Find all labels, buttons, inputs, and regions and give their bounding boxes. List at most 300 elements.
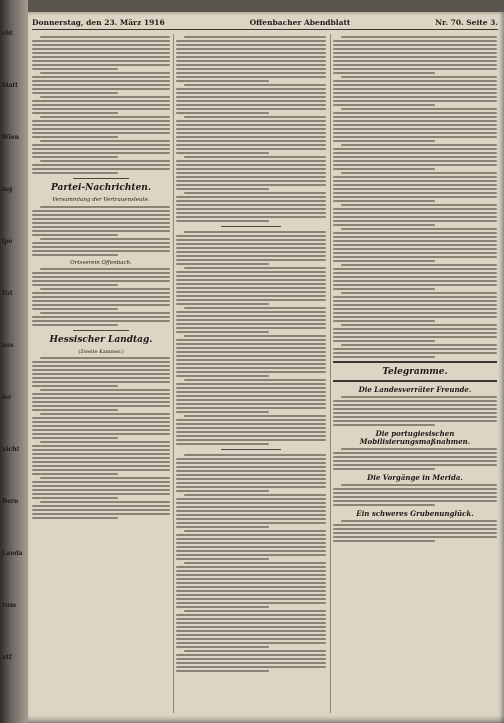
text-line <box>176 275 326 277</box>
text-line <box>333 352 497 354</box>
text-line <box>176 40 326 42</box>
text-line <box>176 383 326 385</box>
text-line <box>176 526 269 528</box>
text-line <box>32 409 118 411</box>
text-line <box>333 96 497 98</box>
text-line <box>176 164 326 166</box>
text-line <box>333 308 497 310</box>
text-line <box>333 132 497 134</box>
text-line <box>333 176 497 178</box>
text-line <box>176 395 326 397</box>
text-line <box>333 88 497 90</box>
text-line <box>176 299 326 301</box>
text-line <box>176 212 326 214</box>
text-line <box>333 356 435 358</box>
text-line <box>176 331 269 333</box>
text-line <box>333 216 497 218</box>
text-line <box>32 80 170 82</box>
text-line <box>333 72 435 74</box>
text-line <box>333 124 497 126</box>
text-line <box>333 276 497 278</box>
text-line <box>40 206 170 208</box>
text-line <box>184 307 326 309</box>
text-line <box>341 448 497 450</box>
text-line <box>333 400 497 402</box>
text-line <box>176 168 326 170</box>
text-line <box>32 234 118 236</box>
text-line <box>176 140 326 142</box>
text-line <box>333 340 435 342</box>
text-line <box>32 280 170 282</box>
text-line <box>333 80 497 82</box>
text-line <box>176 144 326 146</box>
text-line <box>176 666 326 668</box>
text-line <box>176 80 269 82</box>
text-line <box>341 228 497 230</box>
text-line <box>32 210 170 212</box>
text-line <box>176 658 326 660</box>
text-line <box>32 308 118 310</box>
text-line <box>176 606 269 608</box>
text-line <box>176 323 326 325</box>
text-line <box>176 498 326 500</box>
article-heading: Die Landesverräter Freunde. <box>358 385 472 394</box>
text-line <box>32 88 170 90</box>
prev-page-fragment: lpe <box>2 238 13 245</box>
text-line <box>32 44 170 46</box>
column-3 <box>333 34 497 713</box>
text-line <box>32 509 170 511</box>
text-line <box>333 320 435 322</box>
text-line <box>333 220 497 222</box>
text-line <box>333 460 497 462</box>
text-line <box>341 36 497 38</box>
text-line <box>32 108 170 110</box>
text-line <box>32 469 170 471</box>
text-line <box>176 48 326 50</box>
article-subheading: (Zweite Kammer.) <box>78 349 124 355</box>
text-line <box>333 128 497 130</box>
text-line <box>341 484 497 486</box>
text-line <box>333 212 497 214</box>
text-line <box>333 256 497 258</box>
text-line <box>32 320 170 322</box>
text-line <box>32 284 118 286</box>
text-line <box>333 44 497 46</box>
text-line <box>176 578 326 580</box>
text-line <box>32 485 170 487</box>
text-line <box>32 64 170 66</box>
text-line <box>32 433 170 435</box>
text-line <box>176 271 326 273</box>
text-line <box>176 510 326 512</box>
text-line <box>333 184 497 186</box>
text-line <box>176 351 326 353</box>
text-line <box>176 303 269 305</box>
text-line <box>333 92 497 94</box>
text-line <box>333 420 497 422</box>
text-line <box>333 316 497 318</box>
text-line <box>32 324 118 326</box>
text-line <box>176 208 326 210</box>
text-line <box>176 60 326 62</box>
text-line <box>32 164 170 166</box>
text-line <box>40 36 170 38</box>
text-line <box>333 56 497 58</box>
text-line <box>176 387 326 389</box>
text-line <box>32 52 170 54</box>
text-line <box>32 381 170 383</box>
text-line <box>176 152 269 154</box>
text-line <box>176 367 326 369</box>
text-line <box>40 389 170 391</box>
article-divider <box>221 449 281 450</box>
text-line <box>40 288 170 290</box>
text-line <box>184 415 326 417</box>
text-line <box>32 425 170 427</box>
text-line <box>176 490 269 492</box>
text-line <box>333 188 497 190</box>
text-line <box>176 52 326 54</box>
text-line <box>32 218 170 220</box>
text-line <box>333 180 497 182</box>
column-1 <box>32 34 170 713</box>
text-line <box>176 136 326 138</box>
text-line <box>176 614 326 616</box>
text-line <box>32 465 170 467</box>
section-rule <box>333 380 497 382</box>
prev-page-fragment: Fat <box>2 290 13 297</box>
text-line <box>32 132 170 134</box>
text-line <box>176 124 326 126</box>
text-line <box>32 385 118 387</box>
text-line <box>40 140 170 142</box>
text-line <box>176 339 326 341</box>
article-divider <box>221 226 281 227</box>
text-line <box>184 650 326 652</box>
text-line <box>32 100 170 102</box>
article-subheading: Versammlung der Vertrauensleute. <box>52 197 150 203</box>
text-line <box>176 514 326 516</box>
text-line <box>176 466 326 468</box>
text-line <box>40 268 170 270</box>
text-line <box>176 670 269 672</box>
text-line <box>32 481 170 483</box>
text-line <box>184 116 326 118</box>
text-line <box>184 610 326 612</box>
prev-page-fragment: ler <box>2 394 12 401</box>
article-heading: Die portugiesischen Mobilisierungsmaßnahmen. <box>359 429 471 446</box>
text-line <box>184 562 326 564</box>
text-line <box>333 336 497 338</box>
text-line <box>32 76 170 78</box>
text-line <box>176 654 326 656</box>
text-line <box>32 373 170 375</box>
text-line <box>32 513 170 515</box>
text-line <box>184 156 326 158</box>
text-line <box>32 377 170 379</box>
prev-page-fragment: nicht <box>2 446 20 453</box>
text-line <box>32 401 170 403</box>
text-line <box>333 532 497 534</box>
text-line <box>333 148 497 150</box>
text-line <box>176 554 326 556</box>
text-line <box>32 405 170 407</box>
text-line <box>40 312 170 314</box>
text-line <box>176 574 326 576</box>
text-line <box>32 124 170 126</box>
text-line <box>176 259 326 261</box>
text-line <box>184 267 326 269</box>
text-line <box>176 646 269 648</box>
text-line <box>341 108 497 110</box>
text-line <box>32 104 170 106</box>
text-line <box>333 252 497 254</box>
text-line <box>176 622 326 624</box>
text-line <box>176 458 326 460</box>
text-line <box>40 413 170 415</box>
text-line <box>176 538 326 540</box>
text-line <box>176 403 326 405</box>
text-line <box>176 542 326 544</box>
text-line <box>176 96 326 98</box>
text-line <box>333 248 497 250</box>
text-line <box>40 357 170 359</box>
header-date: Donnerstag, den 23. März 1916 <box>32 17 165 27</box>
text-line <box>333 492 497 494</box>
text-line <box>32 421 170 423</box>
text-line <box>333 496 497 498</box>
text-line <box>341 344 497 346</box>
text-line <box>176 522 326 524</box>
text-line <box>176 247 326 249</box>
text-line <box>32 457 170 459</box>
text-line <box>176 602 326 604</box>
prev-page-fragment: Wien <box>2 134 20 141</box>
text-line <box>333 268 497 270</box>
text-line <box>176 100 326 102</box>
text-line <box>176 594 326 596</box>
prev-page-fragment: zum <box>2 602 17 609</box>
text-line <box>333 404 497 406</box>
article-heading: Hessischer Landtag. <box>49 335 153 345</box>
text-line <box>333 104 435 106</box>
text-line <box>176 88 326 90</box>
text-line <box>176 347 326 349</box>
text-line <box>176 439 326 441</box>
text-line <box>333 412 497 414</box>
text-line <box>176 220 269 222</box>
text-line <box>341 264 497 266</box>
text-line <box>333 84 497 86</box>
text-line <box>176 204 326 206</box>
text-line <box>40 238 170 240</box>
text-line <box>32 473 118 475</box>
text-line <box>184 494 326 496</box>
text-line <box>184 231 326 233</box>
section-rule <box>333 361 497 363</box>
text-line <box>176 546 326 548</box>
prev-page-fragment: Bern <box>2 498 19 505</box>
text-line <box>184 335 326 337</box>
text-line <box>32 68 118 70</box>
prev-page-fragment: aus <box>2 342 14 349</box>
text-line <box>176 255 326 257</box>
text-line <box>176 423 326 425</box>
text-line <box>333 296 497 298</box>
text-line <box>333 504 435 506</box>
text-line <box>32 112 118 114</box>
text-line <box>176 315 326 317</box>
text-line <box>184 192 326 194</box>
text-line <box>176 371 326 373</box>
text-line <box>176 327 326 329</box>
text-line <box>32 276 170 278</box>
text-line <box>333 240 497 242</box>
text-line <box>32 172 118 174</box>
text-line <box>176 435 326 437</box>
text-line <box>333 100 497 102</box>
text-line <box>176 176 326 178</box>
text-line <box>32 242 170 244</box>
text-line <box>176 411 269 413</box>
prev-page-fragment: blatt <box>2 82 18 89</box>
text-line <box>176 399 326 401</box>
text-line <box>333 260 435 262</box>
text-line <box>184 84 326 86</box>
text-line <box>184 530 326 532</box>
text-line <box>176 56 326 58</box>
text-line <box>333 40 497 42</box>
text-line <box>333 540 435 542</box>
column-2 <box>176 34 326 713</box>
text-line <box>176 582 326 584</box>
text-line <box>333 280 497 282</box>
text-line <box>333 284 497 286</box>
text-line <box>32 505 170 507</box>
text-line <box>333 160 497 162</box>
text-line <box>176 502 326 504</box>
text-line <box>333 52 497 54</box>
text-line <box>176 391 326 393</box>
text-line <box>176 72 326 74</box>
text-line <box>40 96 170 98</box>
text-line <box>176 180 326 182</box>
text-line <box>32 60 170 62</box>
text-line <box>176 76 326 78</box>
text-line <box>32 369 170 371</box>
text-line <box>333 348 497 350</box>
text-line <box>176 132 326 134</box>
text-line <box>333 120 497 122</box>
header-rule <box>32 29 498 30</box>
text-line <box>333 300 497 302</box>
text-line <box>184 379 326 381</box>
prev-page-fragment: lag <box>2 186 13 193</box>
text-line <box>176 363 326 365</box>
page-shadow <box>28 715 504 723</box>
text-line <box>32 148 170 150</box>
text-line <box>333 524 497 526</box>
text-line <box>333 488 497 490</box>
text-line <box>32 250 170 252</box>
text-line <box>176 598 326 600</box>
text-line <box>333 60 497 62</box>
text-line <box>32 489 170 491</box>
text-line <box>32 445 170 447</box>
text-line <box>333 416 497 418</box>
text-line <box>176 64 326 66</box>
text-line <box>333 312 497 314</box>
header-masthead: Offenbacher Abendblatt <box>249 17 351 27</box>
text-line <box>32 393 170 395</box>
text-line <box>32 226 170 228</box>
text-line <box>32 92 118 94</box>
text-line <box>32 40 170 42</box>
text-line <box>176 626 326 628</box>
text-line <box>176 279 326 281</box>
text-line <box>333 156 497 158</box>
text-line <box>176 634 326 636</box>
text-line <box>176 108 326 110</box>
text-line <box>32 272 170 274</box>
text-line <box>341 144 497 146</box>
text-line <box>333 64 497 66</box>
text-line <box>32 453 170 455</box>
text-line <box>176 355 326 357</box>
text-line <box>40 160 170 162</box>
text-line <box>176 431 326 433</box>
text-line <box>341 520 497 522</box>
prev-page-fragment: utf <box>2 654 12 661</box>
text-line <box>176 172 326 174</box>
text-line <box>333 224 435 226</box>
text-line <box>333 464 497 466</box>
text-line <box>32 56 170 58</box>
text-line <box>184 454 326 456</box>
text-line <box>333 536 497 538</box>
text-line <box>176 443 269 445</box>
text-line <box>176 295 326 297</box>
text-line <box>32 316 170 318</box>
text-line <box>40 501 170 503</box>
text-line <box>333 424 435 426</box>
text-line <box>333 304 497 306</box>
text-line <box>333 232 497 234</box>
column-divider <box>173 34 174 713</box>
article-heading: Ein schweres Grubenunglück. <box>356 509 474 518</box>
text-line <box>341 324 497 326</box>
text-line <box>32 156 118 158</box>
text-line <box>176 128 326 130</box>
text-line <box>333 116 497 118</box>
text-line <box>341 204 497 206</box>
text-line <box>32 168 170 170</box>
text-line <box>176 630 326 632</box>
text-line <box>176 590 326 592</box>
text-line <box>32 493 170 495</box>
text-line <box>333 332 497 334</box>
text-line <box>333 48 497 50</box>
text-line <box>32 136 118 138</box>
text-line <box>176 311 326 313</box>
text-line <box>341 172 497 174</box>
text-line <box>176 263 269 265</box>
text-line <box>32 449 170 451</box>
text-line <box>176 586 326 588</box>
text-line <box>176 478 326 480</box>
text-line <box>176 44 326 46</box>
